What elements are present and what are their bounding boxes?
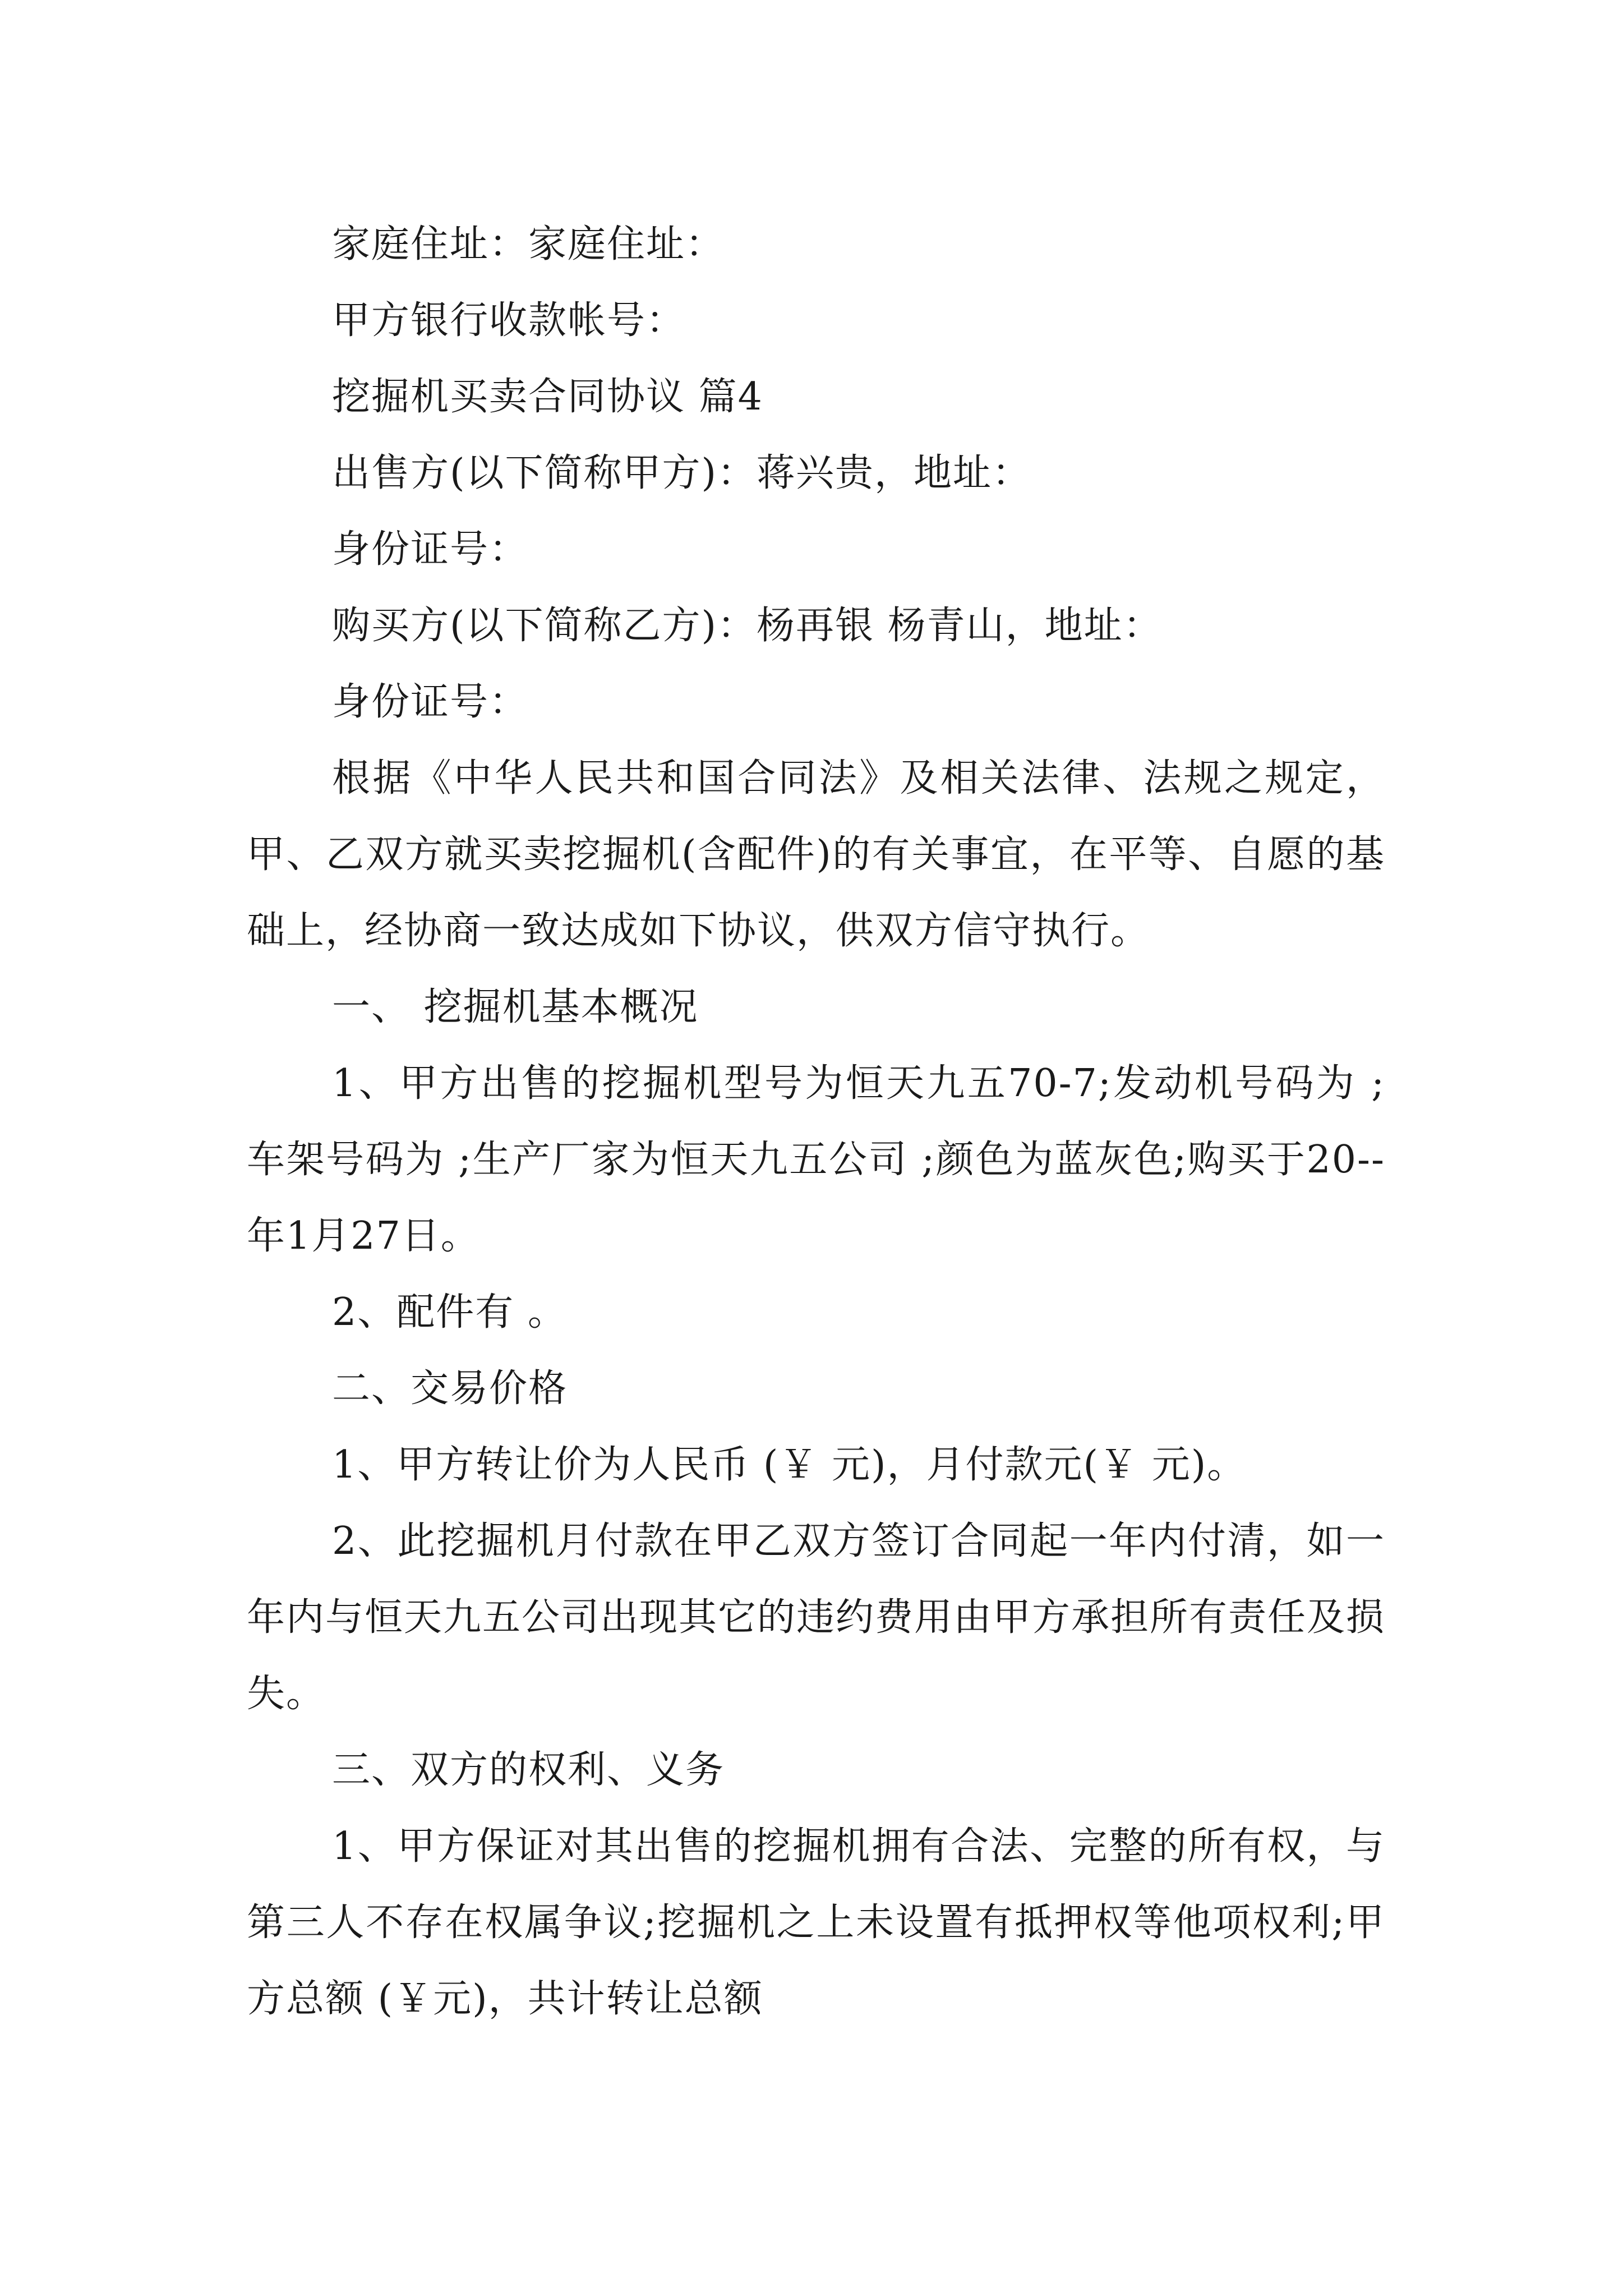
clause-monthly-payment: 2、此挖掘机月付款在甲乙双方签订合同起一年内付清，如一年内与恒天九五公司出现其它的违约费用由甲方承担所有责任及损失。 <box>247 1519 1386 1716</box>
buyer-line: 购买方(以下简称乙方)：杨再银 杨青山，地址： <box>332 604 1163 648</box>
document-body <box>247 206 1385 2037</box>
heading-price: 二、交易价格 <box>332 1366 568 1411</box>
heading-rights: 三、双方的权利、义务 <box>332 1748 725 1792</box>
seller-id-line: 身份证号： <box>332 527 529 572</box>
clause-transfer-price: 1、甲方转让价为人民币 (￥ 元)，月付款元(￥ 元)。 <box>332 1443 1247 1487</box>
clause-accessories: 2、配件有 。 <box>332 1290 567 1335</box>
section-title: 挖掘机买卖合同协议 篇4 <box>332 375 763 419</box>
preamble-paragraph: 根据《中华人民共和国合同法》及相关法律、法规之规定，甲、乙双方就买卖挖掘机(含配件)的有关事宜，在平等、自愿的基础上，经协商一致达成如下协议，供双方信守执行。 <box>247 756 1385 953</box>
seller-line: 出售方(以下简称甲方)：蒋兴贵，地址： <box>332 451 1032 495</box>
address-line: 家庭住址：家庭住址： <box>332 222 725 266</box>
clause-ownership: 1、甲方保证对其出售的挖掘机拥有合法、完整的所有权，与第三人不存在权属争议;挖掘机之上未设置有抵押权等他项权利;甲方总额 (￥元)，共计转让总额 <box>247 1824 1385 2021</box>
bank-account-line: 甲方银行收款帐号： <box>332 298 686 343</box>
heading-overview: 一、 挖掘机基本概况 <box>332 985 699 1029</box>
buyer-id-line: 身份证号： <box>332 680 529 724</box>
clause-model: 1、甲方出售的挖掘机型号为恒天九五70-7;发动机号码为 ;车架号码为 ;生产厂家为恒天九五公司 ;颜色为蓝灰色;购买于20--年1月27日。 <box>247 1061 1385 1258</box>
